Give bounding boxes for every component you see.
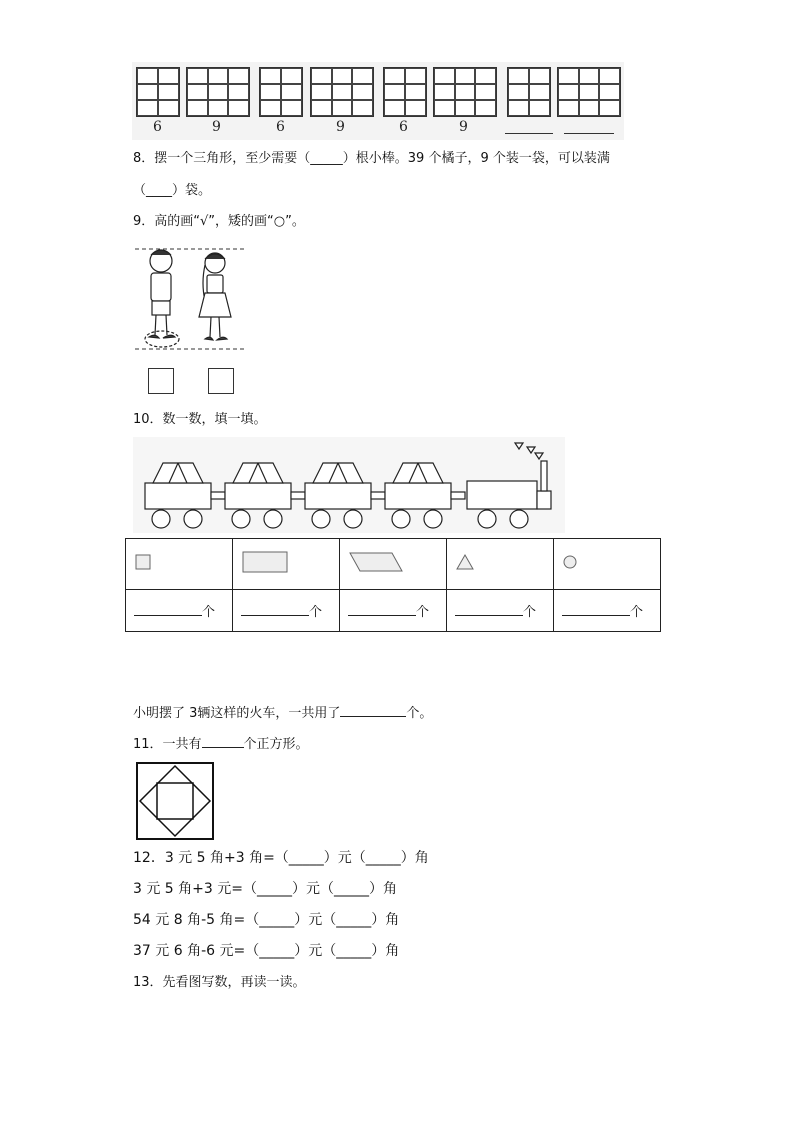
- girl-figure: [199, 253, 231, 340]
- answer-box-boy[interactable]: [148, 368, 174, 394]
- square-count-blank[interactable]: [202, 735, 244, 748]
- train-total-blank[interactable]: [340, 704, 406, 717]
- grid-9-a: [186, 67, 250, 117]
- question-11-text: 11．一共有 个正方形。: [133, 737, 309, 752]
- count-blank-rectangle[interactable]: [241, 603, 309, 616]
- grid-label: 9: [212, 119, 221, 135]
- question-10-followup: 小明摆了 3辆这样的火车，一共用了 个。: [133, 706, 433, 721]
- grid-6-b: [259, 67, 303, 117]
- grid-6-a: [136, 67, 180, 117]
- question-8-line-2: （____）袋。: [133, 183, 212, 198]
- grid-9-c: [433, 67, 497, 117]
- answer-box-girl[interactable]: [208, 368, 234, 394]
- grid-answer-blank[interactable]: [564, 133, 614, 134]
- boy-figure: [145, 250, 179, 347]
- grid-label: 9: [459, 119, 468, 135]
- triangle-icon: [455, 553, 475, 571]
- grid-label: 6: [399, 119, 408, 135]
- grid-label: 6: [153, 119, 162, 135]
- parallelogram-icon: [348, 551, 404, 573]
- question-13-text: 13．先看图写数，再读一读。: [133, 975, 306, 990]
- table-row: 个 个 个 个 个: [126, 590, 661, 632]
- grid-6-c: [383, 67, 427, 117]
- grid-blank-b: [557, 67, 621, 117]
- grid-blank-a: [507, 67, 551, 117]
- question-12-line-2: 3 元 5 角+3 元=（_____）元（_____）角: [133, 881, 397, 897]
- rectangle-icon: [241, 550, 289, 574]
- question-12-line-1: 12．3 元 5 角+3 角=（_____）元（_____）角: [133, 850, 429, 866]
- count-blank-square[interactable]: [134, 603, 202, 616]
- square-icon: [134, 553, 152, 571]
- count-blank-circle[interactable]: [562, 603, 630, 616]
- grid-label: 6: [276, 119, 285, 135]
- train-illustration: [133, 437, 565, 533]
- count-blank-triangle[interactable]: [455, 603, 523, 616]
- question-9-text: 9．高的画“√”，矮的画“○”。: [133, 214, 305, 229]
- question-8-line-1: 8．摆一个三角形，至少需要（_____）根小棒。39 个橘子，9 个装一袋，可以装满: [133, 151, 610, 166]
- shape-count-table: [125, 538, 661, 632]
- question-12-line-4: 37 元 6 角-6 元=（_____）元（_____）角: [133, 943, 400, 959]
- kids-height-illustration: [133, 243, 249, 355]
- question-12-line-3: 54 元 8 角-5 角=（_____）元（_____）角: [133, 912, 400, 928]
- count-blank-parallelogram[interactable]: [348, 603, 416, 616]
- nested-squares-figure: [136, 762, 214, 840]
- table-row: [126, 539, 661, 590]
- circle-icon: [562, 554, 578, 570]
- question-10-text: 10．数一数，填一填。: [133, 412, 267, 427]
- grid-9-b: [310, 67, 374, 117]
- grid-answer-blank[interactable]: [505, 133, 553, 134]
- grid-label: 9: [336, 119, 345, 135]
